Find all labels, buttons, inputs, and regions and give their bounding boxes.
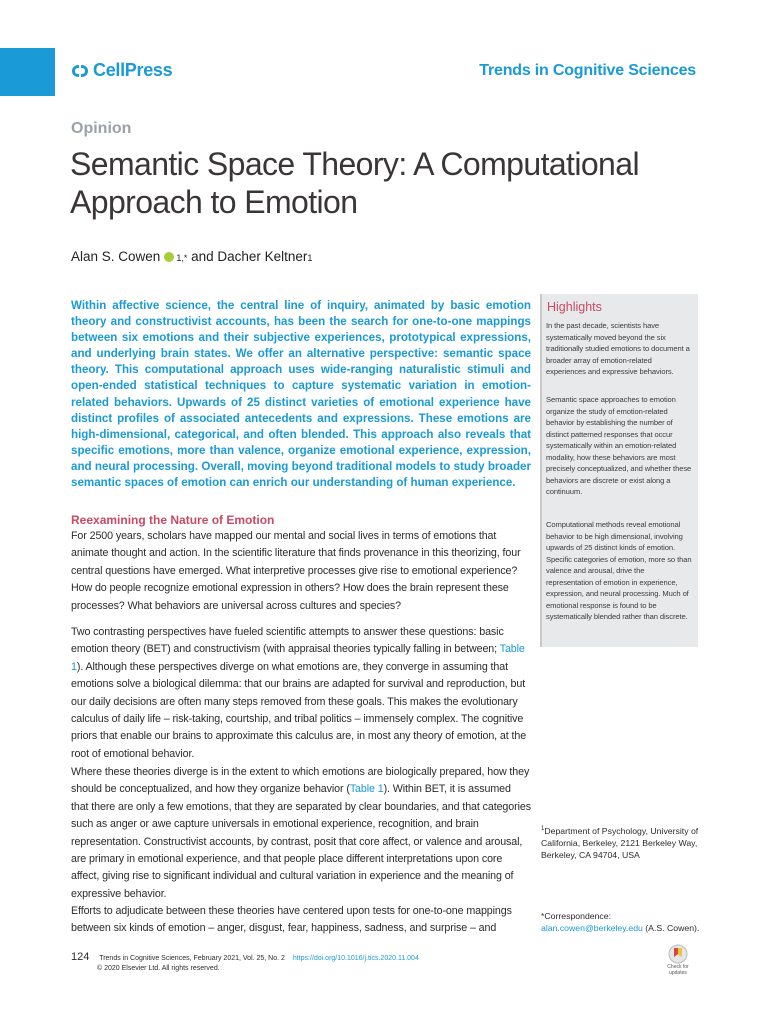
- doi-link[interactable]: https://doi.org/10.1016/j.tics.2020.11.004: [292, 955, 419, 962]
- table-link[interactable]: Table 1: [71, 643, 525, 673]
- table-link[interactable]: Table 1: [349, 783, 384, 796]
- journal-name[interactable]: Trends in Cognitive Sciences: [479, 62, 696, 79]
- abstract: Within affective science, the central line of inquiry, animated by basic emotion theory and constructivist accounts, has been the search for one-to-one mappings between six emotions and their subjective experiences, prototypical expressions, and underlying brain states. We offer an alternative perspective: semantic space theory. This computational approach uses wide-ranging naturalistic stimuli and open-ended statistical techniques to capture systematic variation in emotion-related behaviors. Upwards of 25 distinct varieties of emotional experience have distinct profiles of associated antecedents and expressions. These emotions are high-dimensional, categorical, and often blended. This approach also reveals that specific emotions, more than valence, organize emotional experience, expression, and neural processing. Overall, moving beyond traditional models to study broader semantic spaces of emotion can enrich our understanding of human experience.: [71, 299, 531, 490]
- section-heading: Reexamining the Nature of Emotion: [71, 513, 275, 527]
- check-for-updates-badge[interactable]: [664, 944, 692, 978]
- body-text: ). Although these perspectives diverge on what emotions are, they converge in assuming that emotions solve a biological dilemma: that our brains are adapted for survival and reproduction, but our daily decisions are often many steps removed from these goals. This makes the evolutionary calculus of daily life – risk-taking, courtship, and tribal politics – immensely complex. The cognitive priors that enable our brains to approximate this calculus are, in most any theory of emotion, at the root of emotional behavior.: [71, 660, 527, 760]
- bookmark-icon: [668, 944, 688, 964]
- article-section: Opinion: [71, 120, 132, 137]
- author-name[interactable]: and Dacher Keltner: [187, 249, 308, 264]
- email-link[interactable]: alan.cowen@berkeley.edu: [541, 923, 643, 934]
- body-paragraph: [71, 764, 531, 903]
- body-text: Two contrasting perspectives have fueled scientific attempts to answer these questions: basic emotion theory (BET) and constructivism (with appraisal theories typically falling in between;: [71, 626, 504, 656]
- affiliation: [541, 823, 701, 862]
- correspondence-label: *Correspondence:: [541, 911, 612, 921]
- author-affiliation-marker: 1: [307, 253, 313, 263]
- author-list: [71, 249, 312, 264]
- highlight-item: Computational methods reveal emotional behavior to be high dimensional, involving upwards of 25 distinct kinds of emotion. Specific categories of emotion, more so than valence and arousal, drive the representation of emotion in experience, expression, and neural processing. Much of emotional response is found to be systematically blended rather than discrete.: [546, 520, 692, 621]
- journal-citation: Trends in Cognitive Sciences, February 2021, Vol. 25, No. 2: [99, 955, 285, 962]
- affiliation-marker: 1: [541, 826, 545, 832]
- correspondence-name: (A.S. Cowen).: [642, 923, 700, 934]
- correspondence: [541, 910, 706, 934]
- body-paragraph: [71, 624, 531, 763]
- highlights-title: Highlights: [547, 300, 602, 314]
- page-number: 124: [71, 951, 90, 963]
- highlight-item: Semantic space approaches to emotion organize the study of emotion-related behavior by establishing the number of distinct patterned responses that occur systematically within an emotion-related modality, how these behaviors are most precisely conceptualized, and whether these behaviors are discrete or exist along a continuum.: [546, 395, 692, 496]
- affiliation-text: Department of Psychology, University of California, Berkeley, 2121 Berkeley Way, Berkeley, CA 94704, USA: [541, 825, 699, 861]
- author-name[interactable]: Alan S. Cowen: [71, 249, 161, 264]
- body-paragraph: Efforts to adjudicate between these theories have centered upon tests for one-to-one mappings between six kinds of emotion – anger, disgust, fear, happiness, sadness, and surprise – and: [71, 905, 512, 935]
- page-footer: [71, 951, 671, 963]
- publisher-name: CellPress: [93, 60, 173, 80]
- article-title: Semantic Space Theory: A Computational Approach to Emotion: [70, 146, 639, 220]
- cellpress-icon: [70, 63, 90, 79]
- body-paragraph: For 2500 years, scholars have mapped our mental and social lives in terms of emotions that animate thought and action. In the scientific literature that finds provenance in this theorizing, four central questions have emerged. What interpretive processes give rise to emotional experience? How do people recognize emotional expression in others? How does the brain represent these processes? What behaviors are universal across cultures and species?: [71, 530, 521, 612]
- cellpress-logo[interactable]: [70, 60, 172, 81]
- highlight-item: In the past decade, scientists have systematically moved beyond the six traditionally studied emotions to document a broader array of emotion-related experiences and expressive behaviors.: [546, 321, 690, 376]
- check-for-updates-label: Check for updates: [667, 964, 689, 976]
- header-color-tab: [0, 48, 55, 96]
- copyright: © 2020 Elsevier Ltd. All rights reserved.: [97, 965, 220, 972]
- body-text: Where these theories diverge is in the extent to which emotions are biologically prepared, how they should be conceptualized, and how they organize behavior (: [71, 766, 530, 796]
- author-affiliation-marker: 1,*: [176, 253, 188, 263]
- body-text: ). Within BET, it is assumed that there are only a few emotions, that they are separated by clear boundaries, and that categories such as anger or awe capture universals in emotional experience, recognition, and brain representation. Constructivist accounts, by contrast, posit that core affect, or valence and arousal, are primary in emotional experience, and that people place different interpretations upon core affect, giving rise to significant individual and cultural variation in experience and the meaning of expressive behavior.: [71, 783, 531, 900]
- orcid-icon[interactable]: [164, 252, 174, 262]
